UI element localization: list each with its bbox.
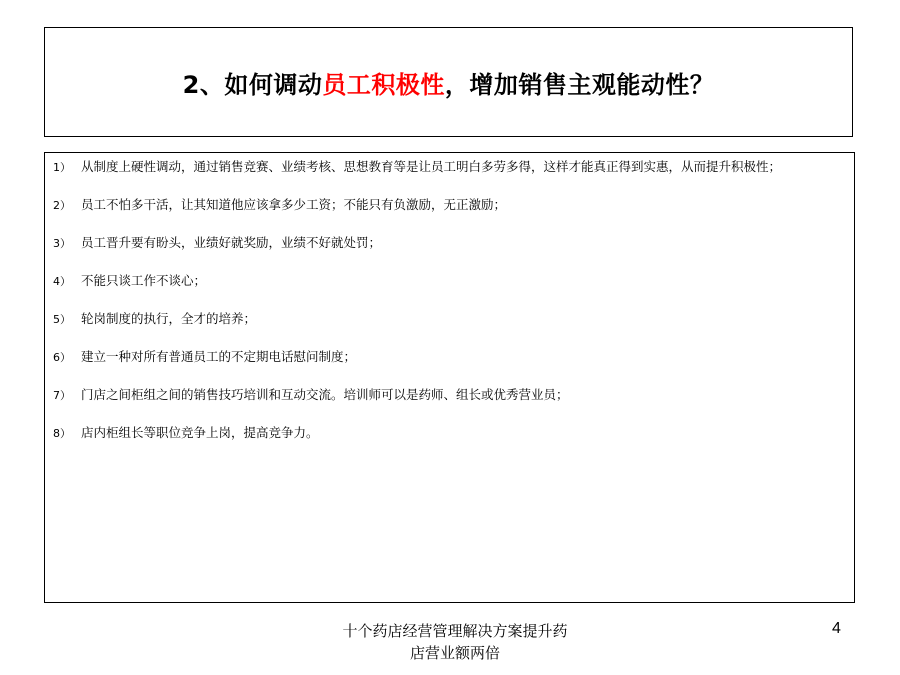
item-text: 从制度上硬性调动，通过销售竞赛、业绩考核、思想教育等是让员工明白多劳多得，这样才能真正得到实惠，从而提升积极性； [81,159,782,174]
item-text: 建立一种对所有普通员工的不定期电话慰问制度； [81,349,357,364]
item-number: 2） [53,199,71,212]
footer-line-1: 十个药店经营管理解决方案提升药 [342,622,568,640]
page-number: 4 [832,620,841,637]
list-item [53,425,844,441]
item-text: 轮岗制度的执行，全才的培养； [81,311,257,326]
footer-caption [300,620,610,664]
item-text: 不能只谈工作不谈心； [81,273,207,288]
list-item [53,159,844,175]
item-number: 8） [53,427,71,440]
list-item [53,197,844,213]
footer-line-2: 店营业额两倍 [409,644,500,662]
list-item [53,387,844,403]
item-text: 员工晋升要有盼头，业绩好就奖励，业绩不好就处罚； [81,235,382,250]
item-text: 员工不怕多干活，让其知道他应该拿多少工资；不能只有负激励，无正激励； [81,197,507,212]
item-number: 4） [53,275,71,288]
title-prefix: 2、如何调动 [182,70,323,99]
item-number: 6） [53,351,71,364]
list-item [53,235,844,251]
list-item [53,273,844,289]
item-number: 5） [53,313,71,326]
slide-title [44,27,853,137]
content-list [44,152,855,603]
item-number: 3） [53,237,71,250]
item-text: 门店之间柜组之间的销售技巧培训和互动交流。培训师可以是药师、组长或优秀营业员； [81,387,569,402]
item-number: 1） [53,161,71,174]
list-item [53,349,844,365]
list-item [53,311,844,327]
title-highlight: 员工积极性 [322,70,445,99]
title-suffix: ，增加销售主观能动性？ [444,70,715,99]
item-text: 店内柜组长等职位竞争上岗，提高竞争力。 [81,425,319,440]
item-number: 7） [53,389,71,402]
